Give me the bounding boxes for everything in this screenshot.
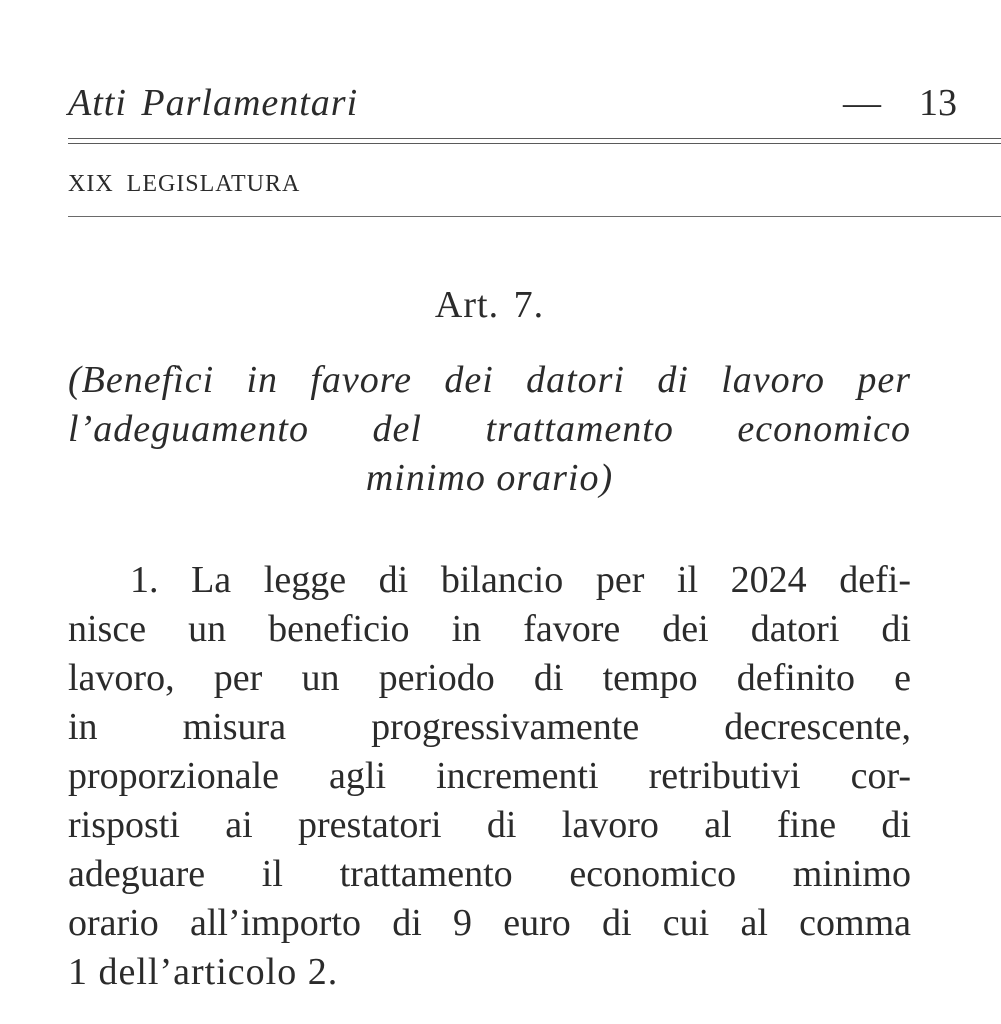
paragraph-line: in misura progressivamente decrescente,	[68, 706, 911, 748]
header-dash: —	[843, 82, 881, 124]
header-double-rule	[68, 138, 1001, 144]
page-header-title: Atti Parlamentari	[68, 82, 359, 124]
article-heading-line: minimo orario)	[365, 457, 614, 499]
article-heading-line: (Benefìci in favore dei datori di lavoro per	[68, 359, 911, 401]
paragraph-line: 1 dell’articolo 2.	[68, 951, 339, 993]
paragraph-line: nisce un beneficio in favore dei datori di	[68, 608, 911, 650]
page-number-block	[843, 80, 957, 126]
header-rule	[68, 216, 1001, 217]
paragraph-line: orario all’importo di 9 euro di cui al comma	[68, 902, 911, 944]
paragraph-line: risposti ai prestatori di lavoro al fine di	[68, 804, 911, 846]
page-number: 13	[919, 82, 957, 124]
article-heading	[68, 356, 911, 503]
paragraph-line: 1. La legge di bilancio per il 2024 defi-	[130, 559, 911, 601]
paragraph-line: adeguare il trattamento economico minimo	[68, 853, 911, 895]
article-paragraph	[68, 556, 911, 997]
paragraph-line: proporzionale agli incrementi retributivi cor-	[68, 755, 911, 797]
paragraph-line: lavoro, per un periodo di tempo definito e	[68, 657, 911, 699]
article-number: Art. 7.	[434, 284, 545, 326]
legislatura-label: XIX LEGISLATURA	[68, 171, 301, 197]
article-heading-line: l’adeguamento del trattamento economico	[68, 408, 911, 450]
